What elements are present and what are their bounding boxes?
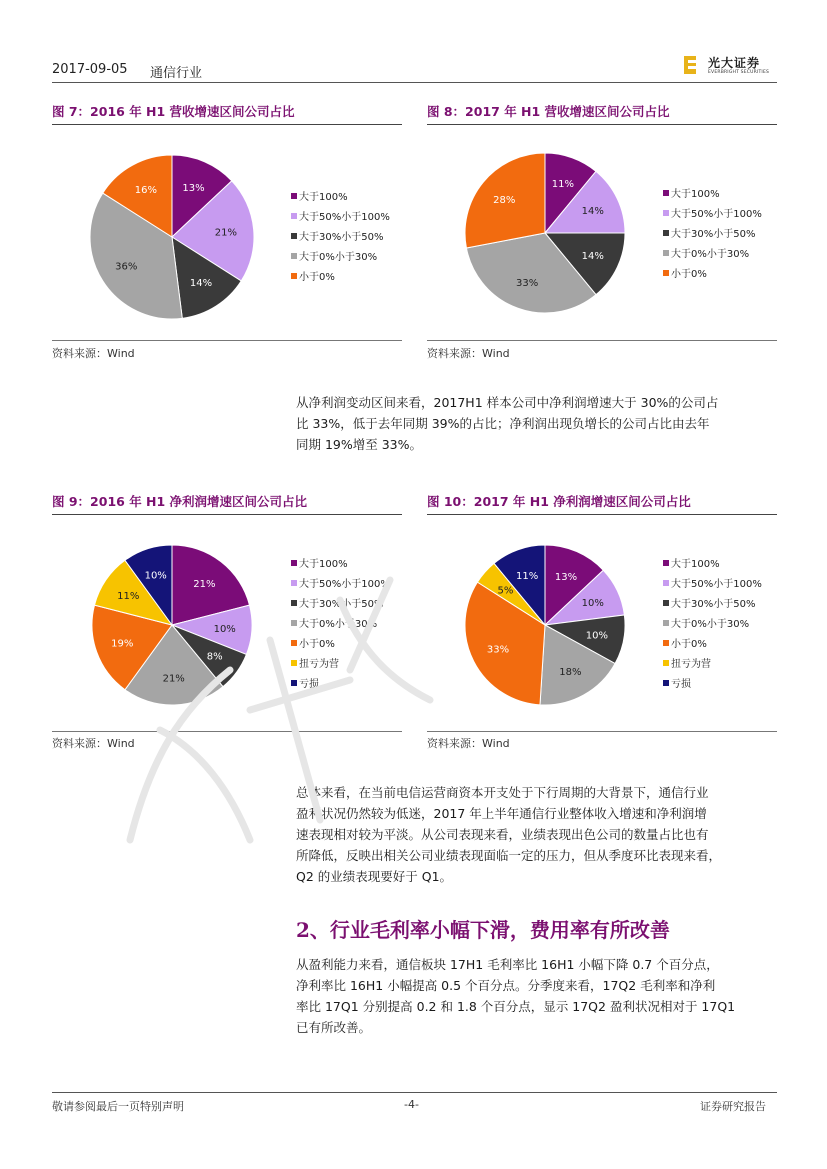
legend-swatch (291, 620, 297, 626)
legend-label: 大于100% (299, 192, 348, 203)
legend-item (291, 191, 390, 211)
logo-text-cn: 光大证券 (708, 56, 761, 70)
legend-swatch (663, 680, 669, 686)
legend-swatch (291, 660, 297, 666)
pie-data-label: 10% (585, 630, 609, 642)
legend-label: 大于50%小于100% (299, 212, 390, 223)
legend-item (663, 268, 762, 288)
legend-label: 扭亏为营 (671, 659, 711, 670)
legend-label: 小于0% (299, 639, 335, 650)
figure-9-title-rule (52, 514, 402, 515)
paragraph-line: 所降低，反映出相关公司业绩表现面临一定的压力，但从季度环比表现来看， (296, 848, 722, 863)
paragraph-line: 总体来看，在当前电信运营商资本开支处于下行周期的大背景下，通信行业 (296, 785, 709, 800)
legend-item (663, 578, 762, 598)
legend-item (663, 678, 762, 698)
figure-9-pie-chart (52, 520, 282, 730)
figure-10-title: 图 10：2017 年 H1 净利润增速区间公司占比 (427, 494, 691, 509)
legend-item (291, 211, 390, 231)
legend-swatch (663, 270, 669, 276)
legend-label: 大于0%小于30% (299, 619, 378, 630)
legend-item (291, 271, 390, 291)
legend-label: 大于0%小于30% (671, 619, 750, 630)
section-heading: 2、行业毛利率小幅下滑，费用率有所改善 (296, 918, 670, 942)
legend-label: 大于100% (299, 559, 348, 570)
header-industry: 通信行业 (150, 66, 203, 81)
legend-label: 大于100% (671, 559, 720, 570)
figure-9-legend (291, 558, 390, 698)
footer-report-type: 证券研究报告 (700, 1100, 766, 1113)
pie-data-label: 10% (144, 570, 167, 582)
legend-item (291, 618, 390, 638)
legend-item (663, 188, 762, 208)
legend-swatch (291, 213, 297, 219)
pie-data-label: 33% (515, 278, 539, 290)
figure-8-title-rule (427, 124, 777, 125)
legend-label: 小于0% (671, 639, 707, 650)
figure-8-pie-chart (427, 130, 657, 340)
figure-7-source-rule (52, 340, 402, 341)
pie-data-label: 13% (182, 182, 205, 194)
pie-data-label: 10% (213, 623, 236, 635)
legend-item (663, 658, 762, 678)
figure-7-title-rule (52, 124, 402, 125)
legend-swatch (663, 230, 669, 236)
legend-swatch (663, 210, 669, 216)
figure-8-source: 资料来源：Wind (427, 347, 510, 360)
legend-swatch (663, 580, 669, 586)
legend-swatch (291, 233, 297, 239)
legend-swatch (291, 253, 297, 259)
legend-label: 小于0% (299, 272, 335, 283)
paragraph-line: 率比 17Q1 分别提高 0.2 和 1.8 个百分点，显示 17Q2 盈利状况相对于 17Q1 (296, 999, 736, 1014)
legend-swatch (663, 640, 669, 646)
legend-label: 亏损 (671, 679, 691, 690)
legend-item (291, 578, 390, 598)
legend-label: 大于0%小于30% (671, 249, 750, 260)
pie-data-label: 21% (193, 578, 216, 590)
legend-label: 扭亏为营 (299, 659, 339, 670)
legend-item (291, 251, 390, 271)
legend-label: 大于50%小于100% (671, 209, 762, 220)
pie-data-label: 36% (115, 261, 138, 273)
paragraph-line: 速表现相对较为平淡。从公司表现来看，业绩表现出色公司的数量占比也有 (296, 827, 709, 842)
paragraph-line: Q2 的业绩表现要好于 Q1。 (296, 869, 453, 884)
legend-swatch (663, 190, 669, 196)
legend-item (291, 658, 390, 678)
figure-9-source: 资料来源：Wind (52, 737, 135, 750)
legend-label: 大于30%小于50% (299, 599, 384, 610)
paragraph-line: 同期 19%增至 33%。 (296, 437, 423, 452)
pie-data-label: 11% (551, 178, 575, 190)
pie-data-label: 11% (117, 590, 140, 602)
figure-8-legend (663, 188, 762, 288)
legend-label: 大于100% (671, 189, 720, 200)
legend-swatch (291, 193, 297, 199)
pie-data-label: 5% (497, 585, 514, 597)
pie-data-label: 13% (554, 572, 578, 583)
paragraph-line: 净利率比 16H1 小幅提高 0.5 个百分点。分季度来看，17Q2 毛利率和净利 (296, 978, 716, 993)
legend-item (663, 208, 762, 228)
company-logo (684, 54, 778, 80)
figure-10-source-rule (427, 731, 777, 732)
legend-swatch (663, 600, 669, 606)
paragraph-line: 盈利状况仍然较为低迷，2017 年上半年通信行业整体收入增速和净利润增 (296, 806, 707, 821)
footer-page-number: -4- (404, 1098, 419, 1111)
pie-data-label: 16% (134, 185, 158, 197)
figure-7-source: 资料来源：Wind (52, 347, 135, 360)
header-date: 2017-09-05 (52, 62, 128, 77)
legend-swatch (291, 560, 297, 566)
pie-data-label: 21% (214, 227, 238, 239)
legend-swatch (291, 680, 297, 686)
legend-label: 小于0% (671, 269, 707, 280)
pie-data-label: 19% (111, 638, 134, 650)
pie-data-label: 14% (581, 251, 604, 262)
figure-7-pie-chart (52, 130, 282, 340)
legend-item (291, 231, 390, 251)
figure-10-title-rule (427, 514, 777, 515)
paragraph-net-profit-range (296, 392, 777, 455)
legend-label: 大于30%小于50% (671, 229, 756, 240)
legend-swatch (291, 640, 297, 646)
legend-swatch (291, 600, 297, 606)
legend-item (291, 638, 390, 658)
pie-data-label: 8% (206, 651, 223, 663)
legend-swatch (663, 560, 669, 566)
legend-swatch (663, 250, 669, 256)
footer-divider (52, 1092, 777, 1093)
figure-9-source-rule (52, 731, 402, 732)
figure-10-legend (663, 558, 762, 698)
legend-item (663, 558, 762, 578)
figure-10-source: 资料来源：Wind (427, 737, 510, 750)
logo-mark-icon (684, 54, 702, 76)
legend-item (663, 618, 762, 638)
legend-item (291, 678, 390, 698)
footer-disclaimer: 敬请参阅最后一页特别声明 (52, 1100, 184, 1113)
pie-data-label: 14% (581, 206, 604, 217)
pie-data-label: 10% (581, 598, 604, 609)
paragraph-profitability (296, 954, 777, 1038)
paragraph-line: 已有所改善。 (296, 1020, 372, 1035)
pie-data-label: 14% (189, 278, 213, 290)
legend-item (291, 598, 390, 618)
legend-item (663, 228, 762, 248)
legend-item (663, 638, 762, 658)
figure-7-title: 图 7：2016 年 H1 营收增速区间公司占比 (52, 104, 295, 119)
header-divider (52, 82, 777, 83)
legend-label: 亏损 (299, 679, 319, 690)
paragraph-line: 比 33%，低于去年同期 39%的占比；净利润出现负增长的公司占比由去年 (296, 416, 710, 431)
legend-item (291, 558, 390, 578)
legend-swatch (663, 620, 669, 626)
legend-item (663, 598, 762, 618)
paragraph-overall-summary (296, 782, 777, 887)
figure-8-title: 图 8：2017 年 H1 营收增速区间公司占比 (427, 104, 670, 119)
pie-data-label: 33% (486, 644, 510, 656)
logo-text-en: EVERBRIGHT SECURITIES (708, 70, 770, 75)
legend-swatch (663, 660, 669, 666)
legend-label: 大于30%小于50% (299, 232, 384, 243)
legend-label: 大于30%小于50% (671, 599, 756, 610)
pie-data-label: 28% (493, 194, 516, 206)
legend-swatch (291, 580, 297, 586)
pie-data-label: 11% (515, 570, 539, 582)
pie-data-label: 18% (559, 666, 582, 678)
legend-item (663, 248, 762, 268)
figure-8-source-rule (427, 340, 777, 341)
legend-label: 大于0%小于30% (299, 252, 378, 263)
legend-label: 大于50%小于100% (671, 579, 762, 590)
figure-7-legend (291, 191, 390, 291)
paragraph-line: 从净利润变动区间来看，2017H1 样本公司中净利润增速大于 30%的公司占 (296, 395, 719, 410)
legend-swatch (291, 273, 297, 279)
legend-label: 大于50%小于100% (299, 579, 390, 590)
paragraph-line: 从盈利能力来看，通信板块 17H1 毛利率比 16H1 小幅下降 0.7 个百分点， (296, 957, 719, 972)
pie-data-label: 21% (162, 673, 185, 685)
figure-9-title: 图 9：2016 年 H1 净利润增速区间公司占比 (52, 494, 308, 509)
figure-10-pie-chart (427, 520, 657, 730)
